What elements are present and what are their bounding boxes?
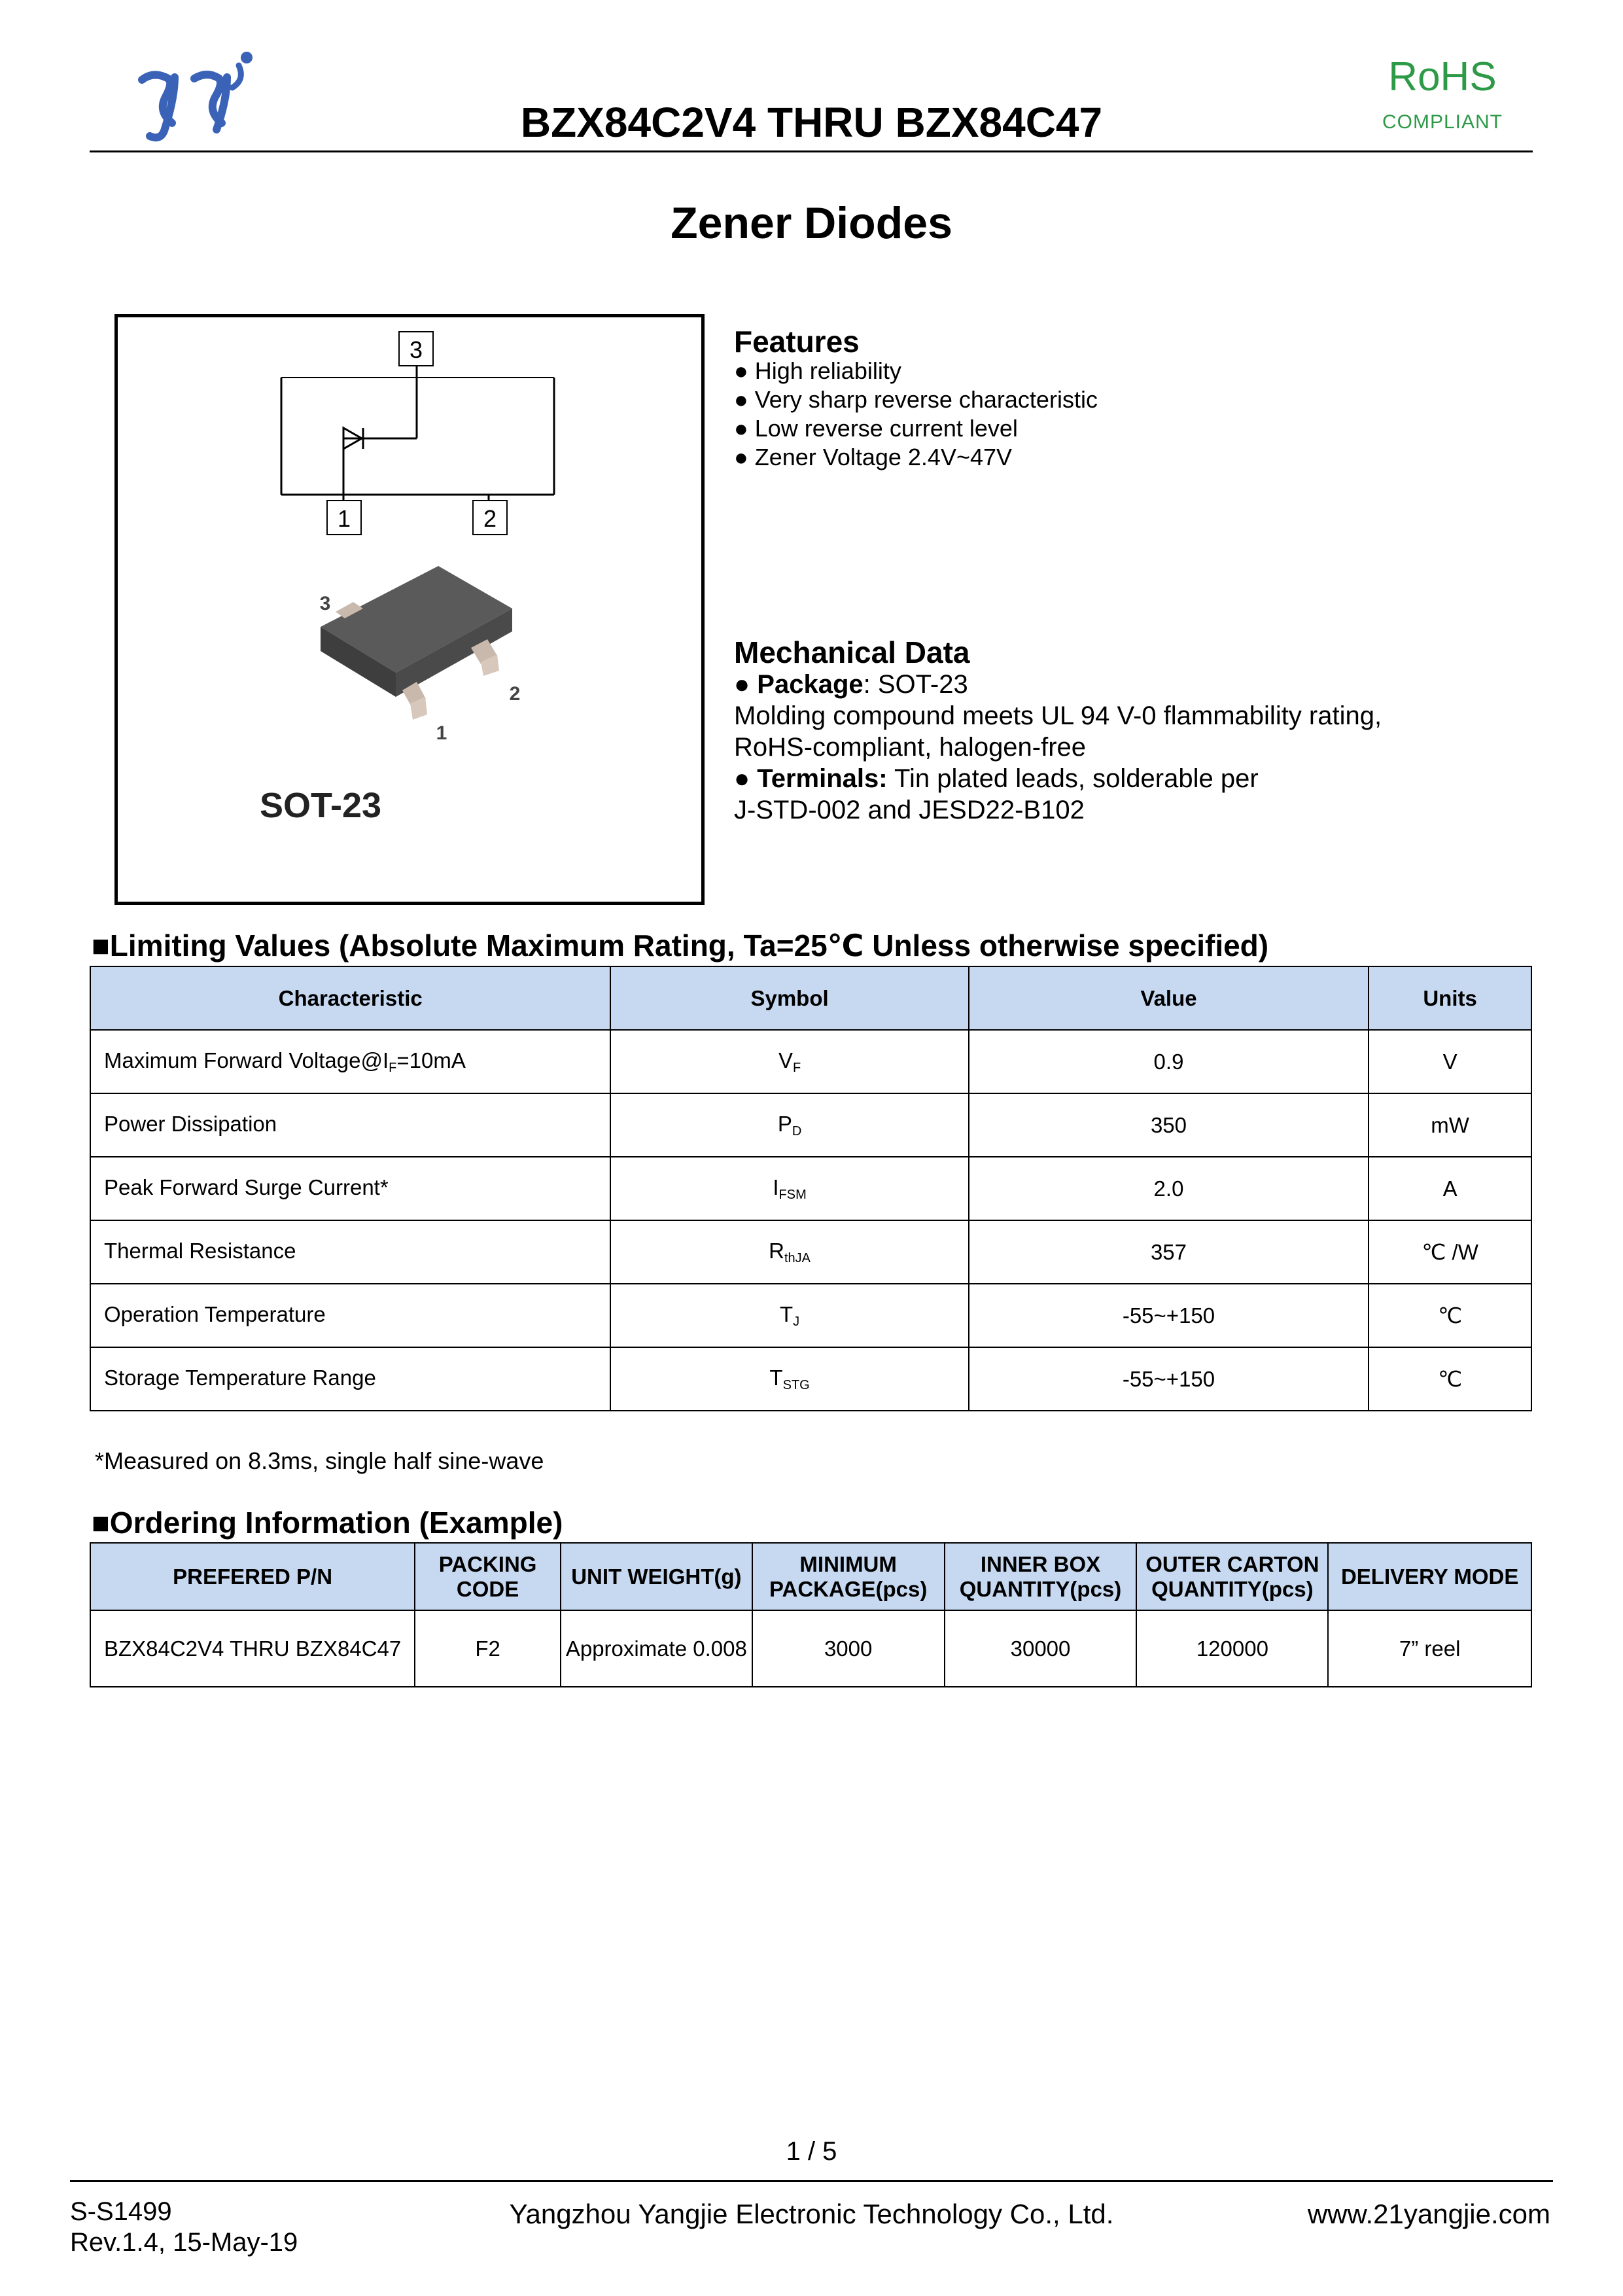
mech-line: RoHS-compliant, halogen-free [734, 733, 1087, 762]
pkg-pin-1-label: 1 [436, 722, 447, 744]
mech-line: Molding compound meets UL 94 V-0 flammability rating, [734, 701, 1382, 730]
inner-box-cell: 30000 [945, 1610, 1137, 1687]
column-header: DELIVERY MODE [1328, 1543, 1531, 1610]
unit-cell: ℃ [1369, 1284, 1531, 1347]
table-row [90, 1284, 1531, 1347]
table-row [90, 1030, 1531, 1093]
pin-2-label: 2 [483, 505, 497, 532]
limiting-values-table [90, 966, 1532, 1411]
table-row [90, 1610, 1531, 1687]
characteristic-cell: Maximum Forward $Voltage@I_F=10mA$ [90, 1030, 610, 1093]
features-title: Features [734, 325, 860, 359]
characteristic-cell: Operation Temperature [90, 1284, 610, 1347]
mech-package-line: ● Package: SOT-23 [734, 670, 968, 699]
mech-terminals-line: ● Terminals: Tin plated leads, solderable per [734, 764, 1259, 793]
delivery-mode-cell: 7” reel [1328, 1610, 1531, 1687]
unit-cell: ℃ [1369, 1347, 1531, 1411]
mechanical-title: Mechanical Data [734, 635, 970, 669]
feature-item: ● Zener Voltage 2.4V~47V [734, 444, 1013, 470]
unit-cell: mW [1369, 1093, 1531, 1157]
value-cell: 357 [969, 1220, 1369, 1284]
revision: Rev.1.4, 15-May-19 [70, 2228, 298, 2257]
column-header: UNIT WEIGHT(g) [561, 1543, 752, 1610]
characteristic-cell: Power Dissipation [90, 1093, 610, 1157]
footnote: *Measured on 8.3ms, single half sine-wave [95, 1447, 544, 1474]
company-name: Yangzhou Yangjie Electronic Technology Co., Ltd. [509, 2199, 1114, 2229]
part-number-cell: BZX84C2V4 THRU BZX84C47 [90, 1610, 415, 1687]
min-package-cell: 3000 [752, 1610, 945, 1687]
symbol-cell: $T_{STG}$ [610, 1347, 968, 1411]
feature-item: ● Very sharp reverse characteristic [734, 386, 1098, 413]
table-header-row [90, 966, 1531, 1030]
sot23-package-drawing [321, 566, 512, 720]
compliant-label: COMPLIANT [1382, 111, 1503, 133]
page-heading: Zener Diodes [671, 198, 952, 248]
table-row [90, 1093, 1531, 1157]
table-row [90, 1220, 1531, 1284]
column-header: MINIMUM PACKAGE(pcs) [752, 1543, 945, 1610]
page-number: 1 / 5 [786, 2137, 837, 2166]
value-cell: -55~+150 [969, 1284, 1369, 1347]
package-label: SOT-23 [259, 786, 382, 825]
ordering-title: ■Ordering Information (Example) [92, 1506, 563, 1540]
column-header: PACKING CODE [415, 1543, 561, 1610]
symbol-cell: $R_{thJA}$ [610, 1220, 968, 1284]
symbol-cell: $V_F$ [610, 1030, 968, 1093]
rohs-label: RoHS [1388, 54, 1497, 99]
table-row [90, 1157, 1531, 1220]
packing-code-cell: F2 [415, 1610, 561, 1687]
ordering-table [90, 1542, 1532, 1687]
header-divider [90, 150, 1533, 152]
value-cell: 0.9 [969, 1030, 1369, 1093]
pkg-pin-2-label: 2 [509, 683, 521, 705]
column-header: Characteristic [90, 966, 610, 1030]
mechanical-text [734, 669, 1382, 826]
features-list [734, 357, 1098, 472]
value-cell: 2.0 [969, 1157, 1369, 1220]
document-title: BZX84C2V4 THRU BZX84C47 [520, 99, 1103, 146]
characteristic-cell: Storage Temperature Range [90, 1347, 610, 1411]
outer-carton-cell: 120000 [1136, 1610, 1328, 1687]
unit-weight-cell: Approximate 0.008 [561, 1610, 752, 1687]
pin-3-label: 3 [409, 336, 423, 363]
website-link[interactable]: www.21yangjie.com [1307, 2199, 1550, 2229]
pin-1-label: 1 [337, 505, 351, 532]
limiting-values-title: ■Limiting Values (Absolute Maximum Rating, Ta=25℃ Unless otherwise specified) [92, 928, 1269, 963]
symbol-cell: $T_J$ [610, 1284, 968, 1347]
feature-item: ● Low reverse current level [734, 415, 1018, 442]
column-header: OUTER CARTON QUANTITY(pcs) [1136, 1543, 1328, 1610]
symbol-cell: $P_D$ [610, 1093, 968, 1157]
column-header: INNER BOX QUANTITY(pcs) [945, 1543, 1137, 1610]
unit-cell: V [1369, 1030, 1531, 1093]
pkg-pin-3-label: 3 [319, 593, 331, 614]
mech-line: J-STD-002 and JESD22-B102 [734, 796, 1085, 824]
feature-item: ● High reliability [734, 357, 901, 384]
column-header: Units [1369, 966, 1531, 1030]
value-cell: -55~+150 [969, 1347, 1369, 1411]
value-cell: 350 [969, 1093, 1369, 1157]
characteristic-cell: Thermal Resistance [90, 1220, 610, 1284]
symbol-cell: $I_{FSM}$ [610, 1157, 968, 1220]
footer-divider [70, 2180, 1553, 2182]
column-header: PREFERED P/N [90, 1543, 415, 1610]
column-header: Symbol [610, 966, 968, 1030]
table-header-row [90, 1543, 1531, 1610]
unit-cell: ℃ /W [1369, 1220, 1531, 1284]
characteristic-cell: Peak Forward Surge Current* [90, 1157, 610, 1220]
table-row [90, 1347, 1531, 1411]
column-header: Value [969, 966, 1369, 1030]
document-code: S-S1499 [70, 2197, 172, 2226]
unit-cell: A [1369, 1157, 1531, 1220]
